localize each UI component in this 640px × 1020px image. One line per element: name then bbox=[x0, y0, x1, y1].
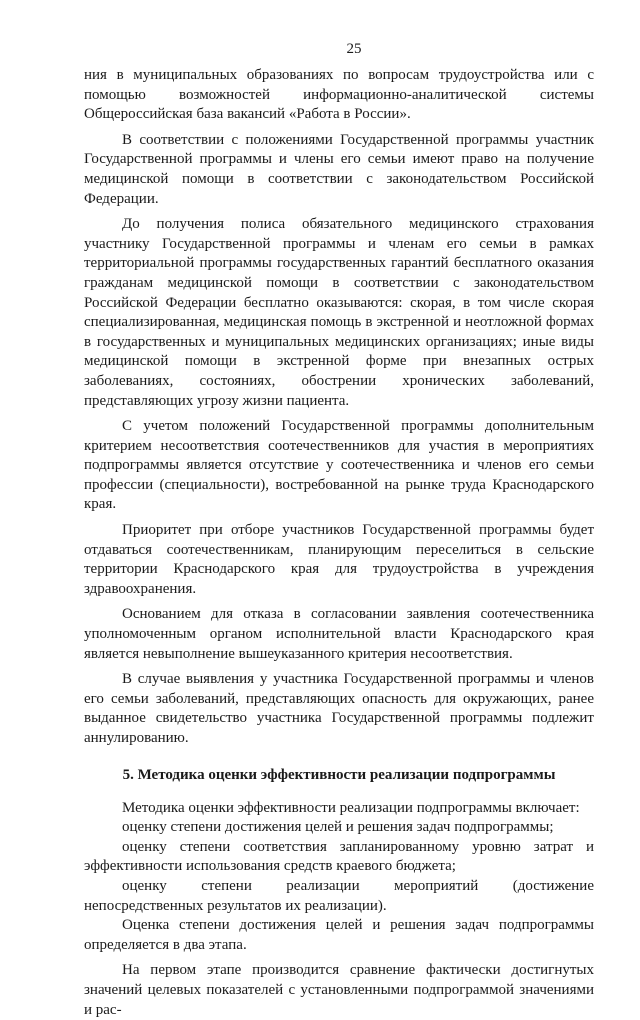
paragraph-10: оценку степени соответствия запланированному уровню затрат и эффективности использования средств краевого бюджета; bbox=[84, 838, 594, 875]
paragraph-7: В случае выявления у участника Государственной программы и членов его семьи заболеваний, представляющих опасность для окружающих, ранее выданное свидетельство участника Государственной программы подлежит аннулированию. bbox=[84, 671, 594, 746]
paragraph-2: В соответствии с положениями Государственной программы участник Государственной программы и члены его семьи имеют право на получение медицинской помощи в соответствии с законодательством Российской Федерации. bbox=[84, 131, 594, 207]
paragraph-3: До получения полиса обязательного медицинского страхования участнику Государственной программы и членам его семьи в рамках территориальной программы государственных гарантий бесплатного оказания гражданам медицинской помощи в соответствии с законодательством Российской Федерации бесплатно оказываются: скорая, в том числе скорая специализированная, медицинская помощь в экстренной и неотложной формах в государственных и муниципальных медицинских организациях; иные виды медицинской помощи в экстренной форме при внезапных острых заболеваниях, состояниях, обострении хронических заболеваний, представляющих угрозу жизни пациента. bbox=[84, 216, 594, 409]
paragraph-13: На первом этапе производится сравнение фактически достигнутых значений целевых показателей с установленными подпрограммой значениями и рас- bbox=[84, 962, 594, 1018]
paragraph-11: оценку степени реализации мероприятий (достижение непосредственных результатов их реализации). bbox=[84, 877, 594, 914]
paragraph-8: Методика оценки эффективности реализации подпрограммы включает: bbox=[122, 799, 580, 816]
body-text bbox=[84, 66, 594, 1020]
paragraph-6: Основанием для отказа в согласовании заявления соотечественника уполномоченным органом исполнительной власти Краснодарского края является невыполнение вышеуказанного критерия несоответствия. bbox=[84, 606, 594, 662]
paragraph-4: С учетом положений Государственной программы дополнительным критерием несоответствия соотечественников для участия в мероприятиях подпрограммы является отсутствие у соотечественника и членов его семьи профессии (специальности), востребованной на рынке труда Краснодарского края. bbox=[84, 418, 594, 513]
page-number: 25 bbox=[346, 41, 362, 57]
paragraph-5: Приоритет при отборе участников Государственной программы будет отдаваться соотечественникам, планирующим переселиться в сельские территории Краснодарского края для трудоустройства в учреждения здравоохранения. bbox=[84, 522, 594, 597]
paragraph-9: оценку степени достижения целей и решения задач подпрограммы; bbox=[122, 819, 554, 836]
section-heading: 5. Методика оценки эффективности реализации подпрограммы bbox=[122, 766, 556, 783]
paragraph-12: Оценка степени достижения целей и решения задач подпрограммы определяется в два этапа. bbox=[84, 917, 594, 953]
paragraph-1: ния в муниципальных образованиях по вопросам трудоустройства или с помощью возможностей информационно-аналитической системы Общероссийская база вакансий «Работа в России». bbox=[84, 67, 594, 123]
